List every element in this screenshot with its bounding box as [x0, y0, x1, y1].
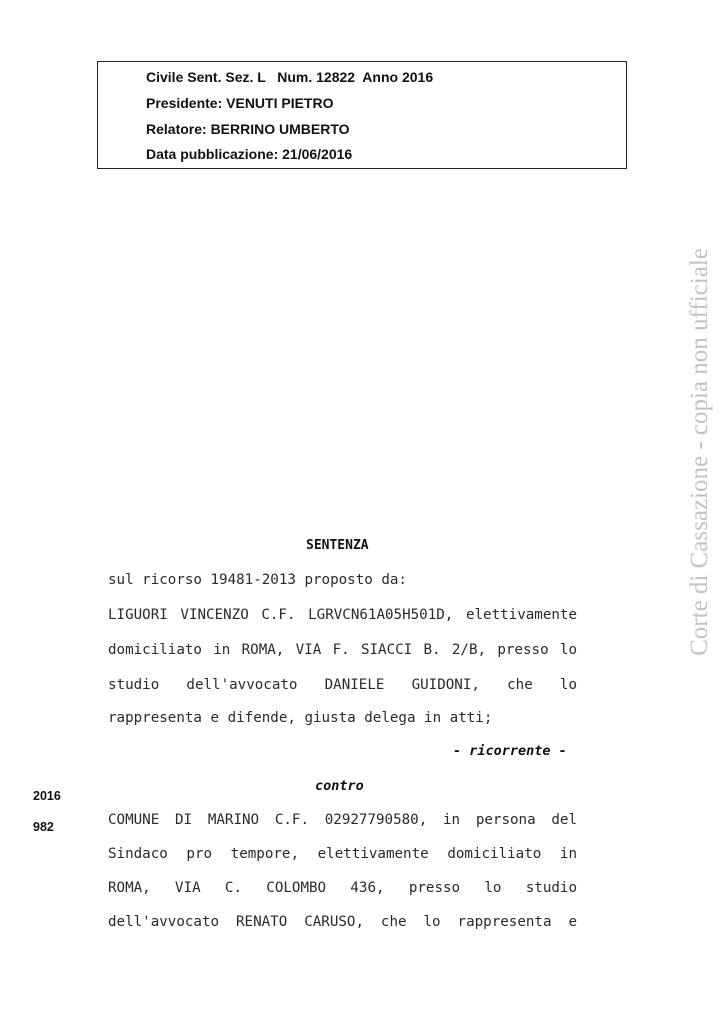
case-header-box — [97, 61, 627, 169]
rapporteur-line: Relatore: BERRINO UMBERTO — [146, 121, 350, 137]
case-number-line: Civile Sent. Sez. L Num. 12822 Anno 2016 — [146, 69, 434, 85]
resistente-line-4: dell'avvocato RENATO CARUSO, che lo rappresenta e — [108, 914, 577, 930]
margin-number: 982 — [33, 820, 54, 834]
contro-label: contro — [315, 778, 364, 794]
ricorrente-line-1: LIGUORI VINCENZO C.F. LGRVCN61A05H501D, elettivamente — [108, 607, 577, 623]
ricorrente-line-3: studio dell'avvocato DANIELE GUIDONI, che lo — [108, 677, 577, 693]
resistente-line-2: Sindaco pro tempore, elettivamente domiciliato in — [108, 846, 577, 862]
margin-year: 2016 — [33, 789, 61, 803]
ricorrente-line-4: rappresenta e difende, giusta delega in atti; — [108, 710, 493, 726]
ricorrente-label: - ricorrente - — [453, 743, 567, 759]
watermark-text: Corte di Cassazione - copia non ufficiale — [686, 248, 713, 656]
president-line: Presidente: VENUTI PIETRO — [146, 95, 334, 111]
resistente-line-3: ROMA, VIA C. COLOMBO 436, presso lo studio — [108, 880, 577, 896]
document-title: SENTENZA — [306, 538, 369, 553]
resistente-line-1: COMUNE DI MARINO C.F. 02927790580, in persona del — [108, 812, 577, 828]
ricorrente-line-2: domiciliato in ROMA, VIA F. SIACCI B. 2/B, presso lo — [108, 642, 577, 658]
publication-date-line: Data pubblicazione: 21/06/2016 — [146, 146, 353, 162]
intro-line: sul ricorso 19481-2013 proposto da: — [108, 572, 407, 588]
